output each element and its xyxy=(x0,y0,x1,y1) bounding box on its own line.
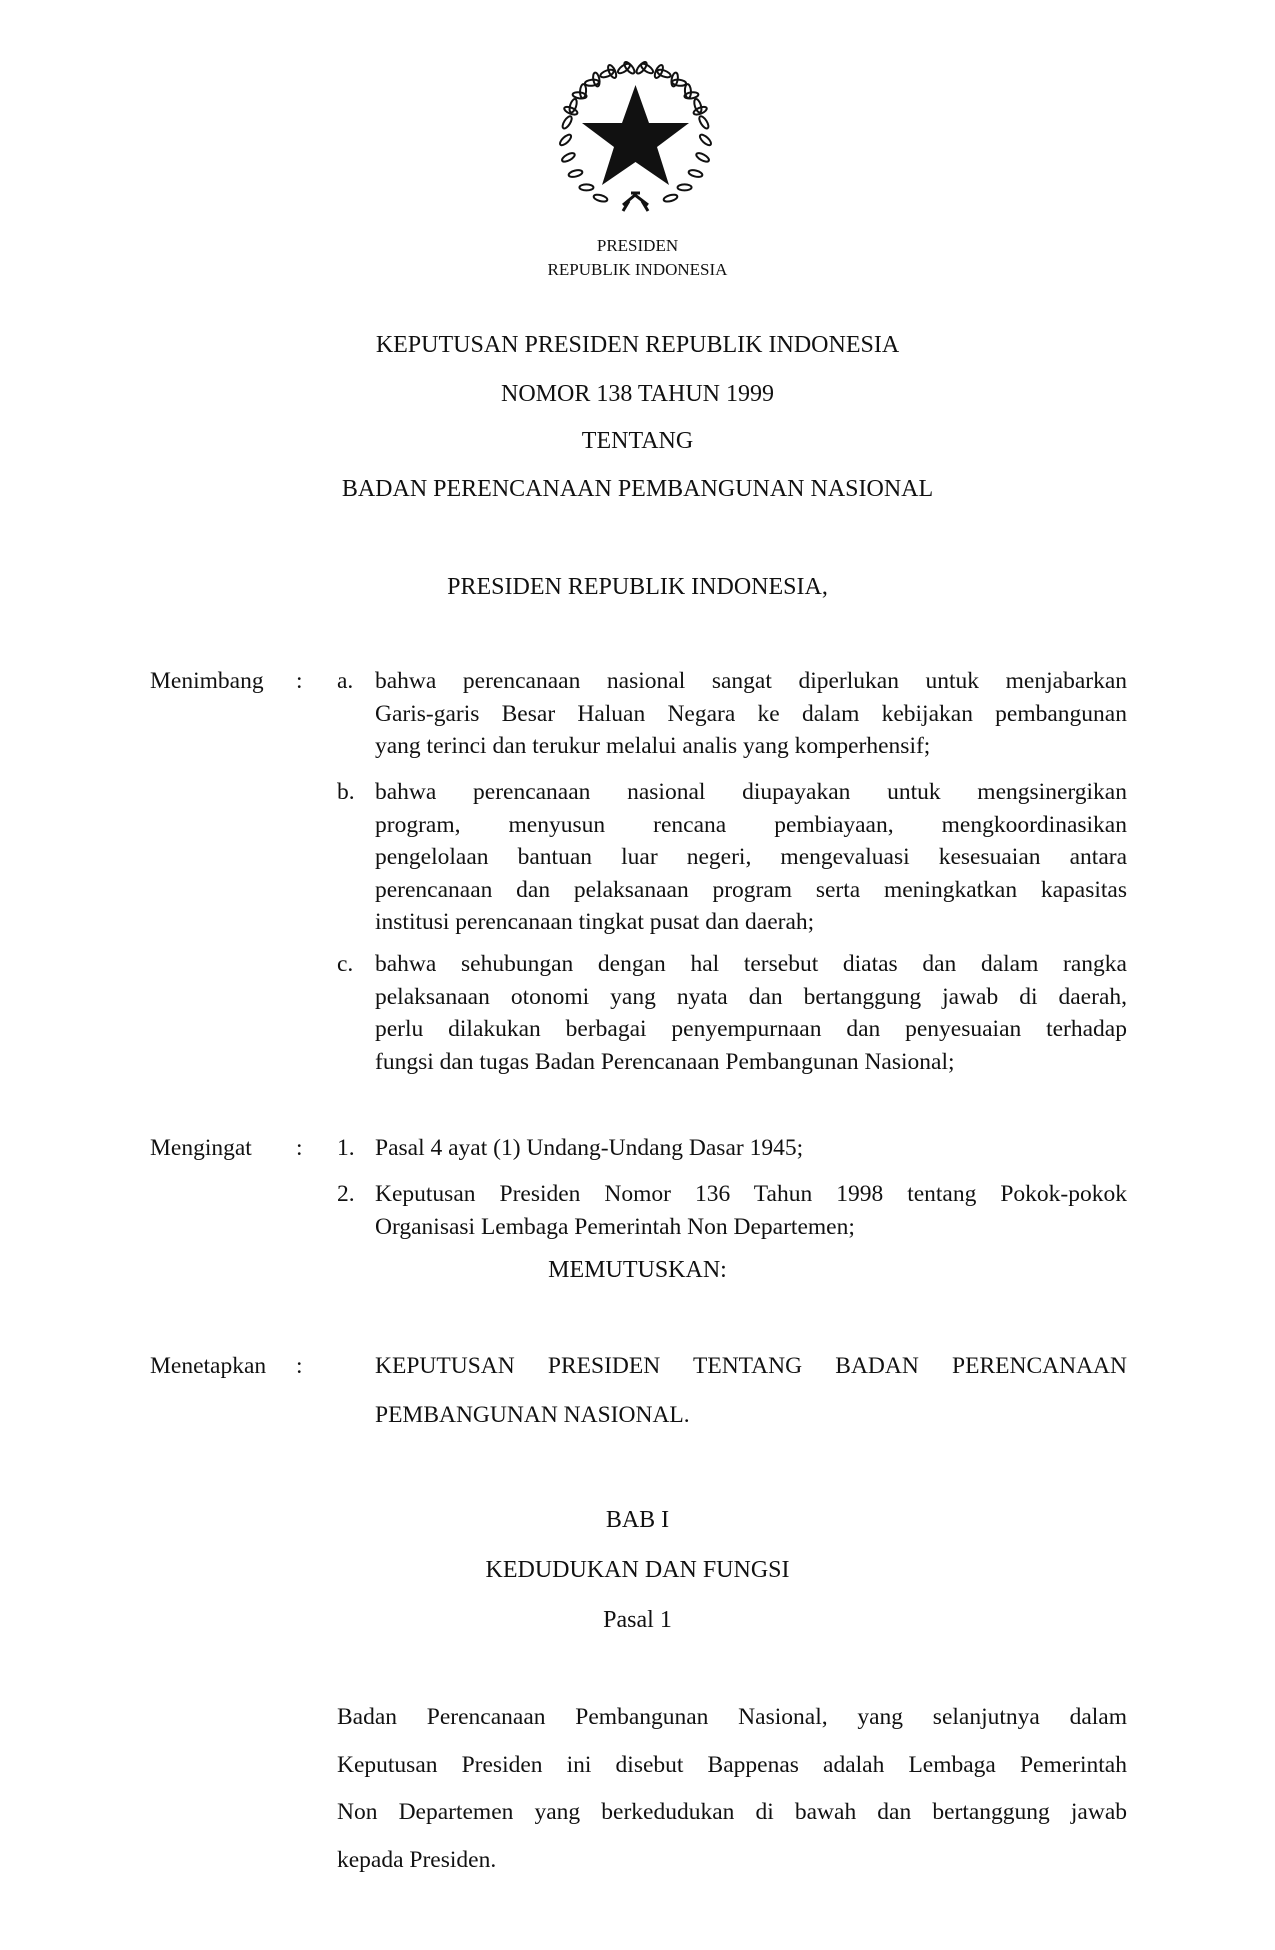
article-paragraph-line: kepada Presiden. xyxy=(337,1847,497,1874)
mengingat-colon: : xyxy=(296,1135,303,1161)
wreath-leaf xyxy=(698,115,711,130)
title-line-2: NOMOR 138 TAHUN 1999 xyxy=(501,381,774,407)
menimbang-item-line: perencanaan dan pelaksanaan program serta meningkatkan kapasitas xyxy=(375,876,1127,903)
mengingat-item-line: Keputusan Presiden Nomor 136 Tahun 1998 tentang Pokok-pokok xyxy=(375,1181,1127,1207)
header-country: REPUBLIK INDONESIA xyxy=(547,260,728,279)
wreath-leaf xyxy=(561,151,576,163)
chapter-title: KEDUDUKAN DAN FUNGSI xyxy=(485,1557,790,1583)
title-line-1: KEPUTUSAN PRESIDEN REPUBLIK INDONESIA xyxy=(375,332,900,358)
memutuskan-heading: MEMUTUSKAN: xyxy=(548,1257,727,1283)
menimbang-item-line: bahwa perencanaan nasional diupayakan untuk mengsinergikan xyxy=(375,779,1127,805)
menimbang-item-marker: a. xyxy=(337,668,354,694)
menimbang-item-line: bahwa perencanaan nasional sangat diperlukan untuk menjabarkan xyxy=(375,668,1127,694)
article-paragraph-line: Keputusan Presiden ini disebut Bappenas adalah Lembaga Pemerintah xyxy=(337,1751,1127,1778)
menimbang-item-marker: c. xyxy=(337,951,354,977)
title-line-4: BADAN PERENCANAAN PEMBANGUNAN NASIONAL xyxy=(341,476,934,502)
wreath-leaf xyxy=(688,169,703,178)
presidential-emblem xyxy=(553,55,718,220)
mengingat-item-line: Organisasi Lembaga Pemerintah Non Departemen; xyxy=(375,1213,855,1240)
article-paragraph-line: Badan Perencanaan Pembangunan Nasional, yang selanjutnya dalam xyxy=(337,1704,1127,1730)
menimbang-label: Menimbang xyxy=(150,668,264,694)
wreath-leaf xyxy=(678,184,692,190)
header-office: PRESIDEN xyxy=(596,236,679,255)
issuer-line: PRESIDEN REPUBLIK INDONESIA, xyxy=(447,574,828,600)
wreath-leaf xyxy=(617,62,632,75)
wreath-leaf xyxy=(698,133,712,147)
menimbang-colon: : xyxy=(296,668,303,694)
article-number: Pasal 1 xyxy=(603,1607,672,1633)
mengingat-item-line: Pasal 4 ayat (1) Undang-Undang Dasar 1945; xyxy=(375,1135,804,1161)
mengingat-item-marker: 2. xyxy=(337,1181,355,1207)
article-paragraph-line: Non Departemen yang berkedudukan di bawah dan bertanggung jawab xyxy=(337,1799,1127,1826)
mengingat-label: Mengingat xyxy=(150,1135,252,1161)
menimbang-item-line: yang terinci dan terukur melalui analis yang komperhensif; xyxy=(375,733,931,759)
ribbon-icon xyxy=(623,193,648,211)
mengingat-item-marker: 1. xyxy=(337,1135,355,1161)
title-line-3: TENTANG xyxy=(581,428,694,454)
menetapkan-line: KEPUTUSAN PRESIDEN TENTANG BADAN PERENCANAAN xyxy=(375,1353,1127,1379)
menimbang-item-line: pengelolaan bantuan luar negeri, mengevaluasi kesesuaian antara xyxy=(375,844,1127,870)
menimbang-item-line: bahwa sehubungan dengan hal tersebut diatas dan dalam rangka xyxy=(375,951,1127,977)
menetapkan-label: Menetapkan xyxy=(150,1353,267,1379)
menimbang-item-line: perlu dilakukan berbagai penyempurnaan dan penyesuaian terhadap xyxy=(375,1016,1127,1042)
menetapkan-colon: : xyxy=(296,1353,303,1379)
menimbang-item-line: program, menyusun rencana pembiayaan, mengkoordinasikan xyxy=(375,811,1127,838)
menimbang-item-marker: b. xyxy=(337,779,355,805)
wreath-leaf xyxy=(585,79,600,87)
menimbang-item-line: fungsi dan tugas Badan Perencanaan Pembangunan Nasional; xyxy=(375,1048,955,1075)
wreath-leaf xyxy=(579,184,593,190)
star-icon xyxy=(582,85,689,185)
menimbang-item-line: pelaksanaan otonomi yang nyata dan bertanggung jawab di daerah, xyxy=(375,983,1127,1010)
wreath-leaf xyxy=(685,84,692,98)
wreath-leaf xyxy=(580,84,587,98)
wreath-leaf xyxy=(568,169,583,178)
chapter-number: BAB I xyxy=(605,1507,670,1533)
wreath-leaf xyxy=(561,115,574,130)
wreath-leaf xyxy=(663,193,678,202)
wreath-leaf xyxy=(695,151,710,163)
menimbang-item-line: Garis-garis Besar Haluan Negara ke dalam kebijakan pembangunan xyxy=(375,700,1127,727)
wreath-leaf xyxy=(593,193,608,202)
menimbang-item-line: institusi perencanaan tingkat pusat dan daerah; xyxy=(375,909,815,935)
wreath-leaf xyxy=(558,133,572,147)
menetapkan-line: PEMBANGUNAN NASIONAL. xyxy=(375,1402,690,1428)
